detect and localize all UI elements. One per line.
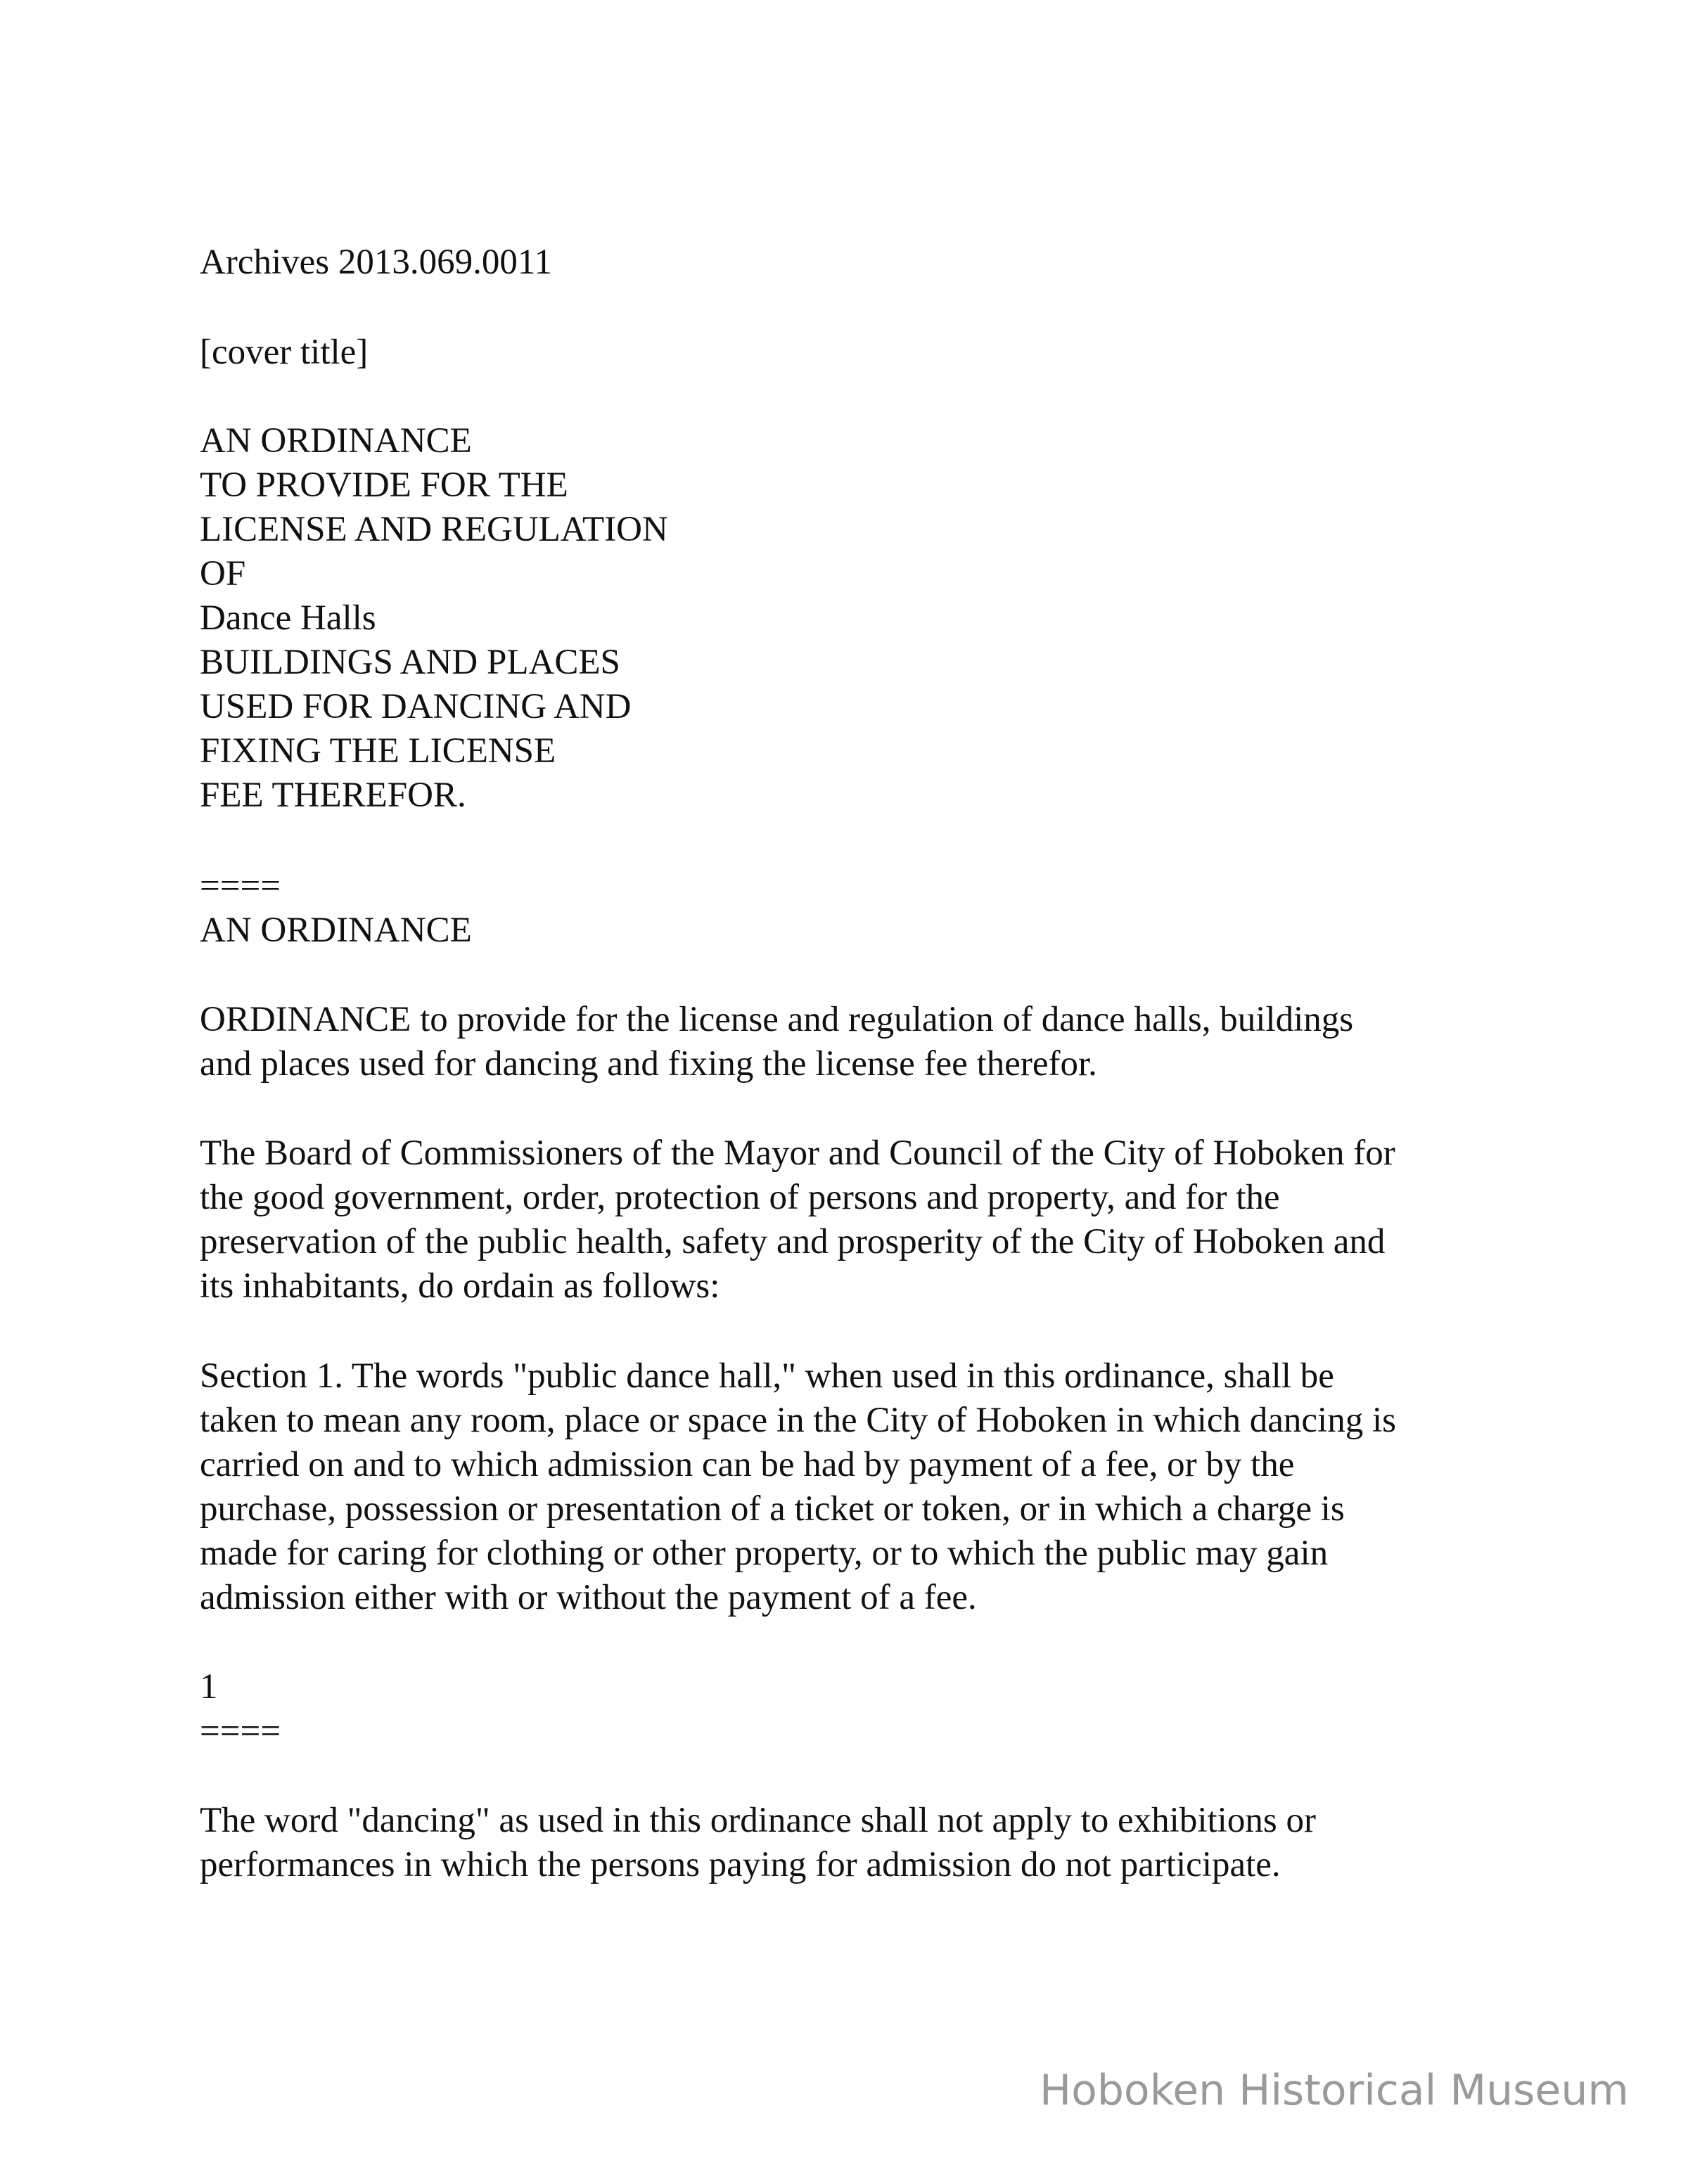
cover-title-line: Dance Halls: [200, 598, 376, 638]
paragraph-dancing: [200, 1799, 1536, 1887]
spacer: [200, 1620, 1536, 1665]
cover-title-line: FEE THEREFOR.: [200, 776, 466, 815]
spacer: [200, 1309, 1536, 1354]
paragraph-line: and places used for dancing and fixing the license fee therefor.: [200, 1044, 1097, 1084]
cover-title-line: TO PROVIDE FOR THE: [200, 465, 568, 505]
cover-title-line: USED FOR DANCING AND: [200, 687, 632, 726]
spacer: [200, 285, 1536, 330]
cover-title-line: FIXING THE LICENSE: [200, 731, 556, 771]
paragraph-line: ORDINANCE to provide for the license and regulation of dance halls, buildings: [200, 1000, 1354, 1039]
paragraph-line: The word "dancing" as used in this ordinance shall not apply to exhibitions or: [200, 1801, 1316, 1840]
spacer: [200, 1086, 1536, 1131]
cover-note: [cover title]: [200, 333, 369, 372]
spacer: [200, 953, 1536, 998]
paragraph-line: purchase, possession or presentation of a ticket or token, or in which a charge is: [200, 1489, 1345, 1529]
paragraph-line: Section 1. The words "public dance hall," when used in this ordinance, shall be: [200, 1356, 1334, 1396]
spacer: [200, 1754, 1536, 1799]
paragraph-line: admission either with or without the payment of a fee.: [200, 1578, 977, 1617]
ordinance-heading: AN ORDINANCE: [200, 911, 472, 950]
paragraph-line: The Board of Commissioners of the Mayor and Council of the City of Hoboken for: [200, 1133, 1395, 1173]
spacer: [200, 375, 1536, 419]
document-body: [200, 240, 1536, 1887]
paragraph-section-1: [200, 1354, 1536, 1620]
paragraph-board: [200, 1131, 1536, 1309]
spacer: [200, 818, 1536, 864]
paragraph-line: the good government, order, protection of persons and property, and for the: [200, 1178, 1280, 1217]
paragraph-line: made for caring for clothing or other property, or to which the public may gain: [200, 1534, 1329, 1573]
page-separator: ====: [200, 866, 281, 906]
cover-title: [200, 419, 1536, 818]
cover-title-line: BUILDINGS AND PLACES: [200, 643, 620, 682]
paragraph-title: [200, 998, 1536, 1086]
paragraph-line: performances in which the persons paying for admission do not participate.: [200, 1845, 1281, 1884]
paragraph-line: its inhabitants, do ordain as follows:: [200, 1266, 720, 1306]
page-separator: ====: [200, 1711, 281, 1751]
paragraph-line: preservation of the public health, safety and prosperity of the City of Hoboken and: [200, 1222, 1386, 1261]
paragraph-line: carried on and to which admission can be had by payment of a fee, or by the: [200, 1445, 1295, 1484]
museum-watermark: Hoboken Historical Museum: [1040, 2066, 1629, 2115]
accession-number: Archives 2013.069.0011: [200, 243, 552, 282]
cover-title-line: OF: [200, 554, 246, 593]
paragraph-line: taken to mean any room, place or space in the City of Hoboken in which dancing is: [200, 1401, 1396, 1440]
cover-title-line: LICENSE AND REGULATION: [200, 510, 668, 549]
cover-title-line: AN ORDINANCE: [200, 421, 472, 461]
page-number: 1: [200, 1667, 218, 1707]
